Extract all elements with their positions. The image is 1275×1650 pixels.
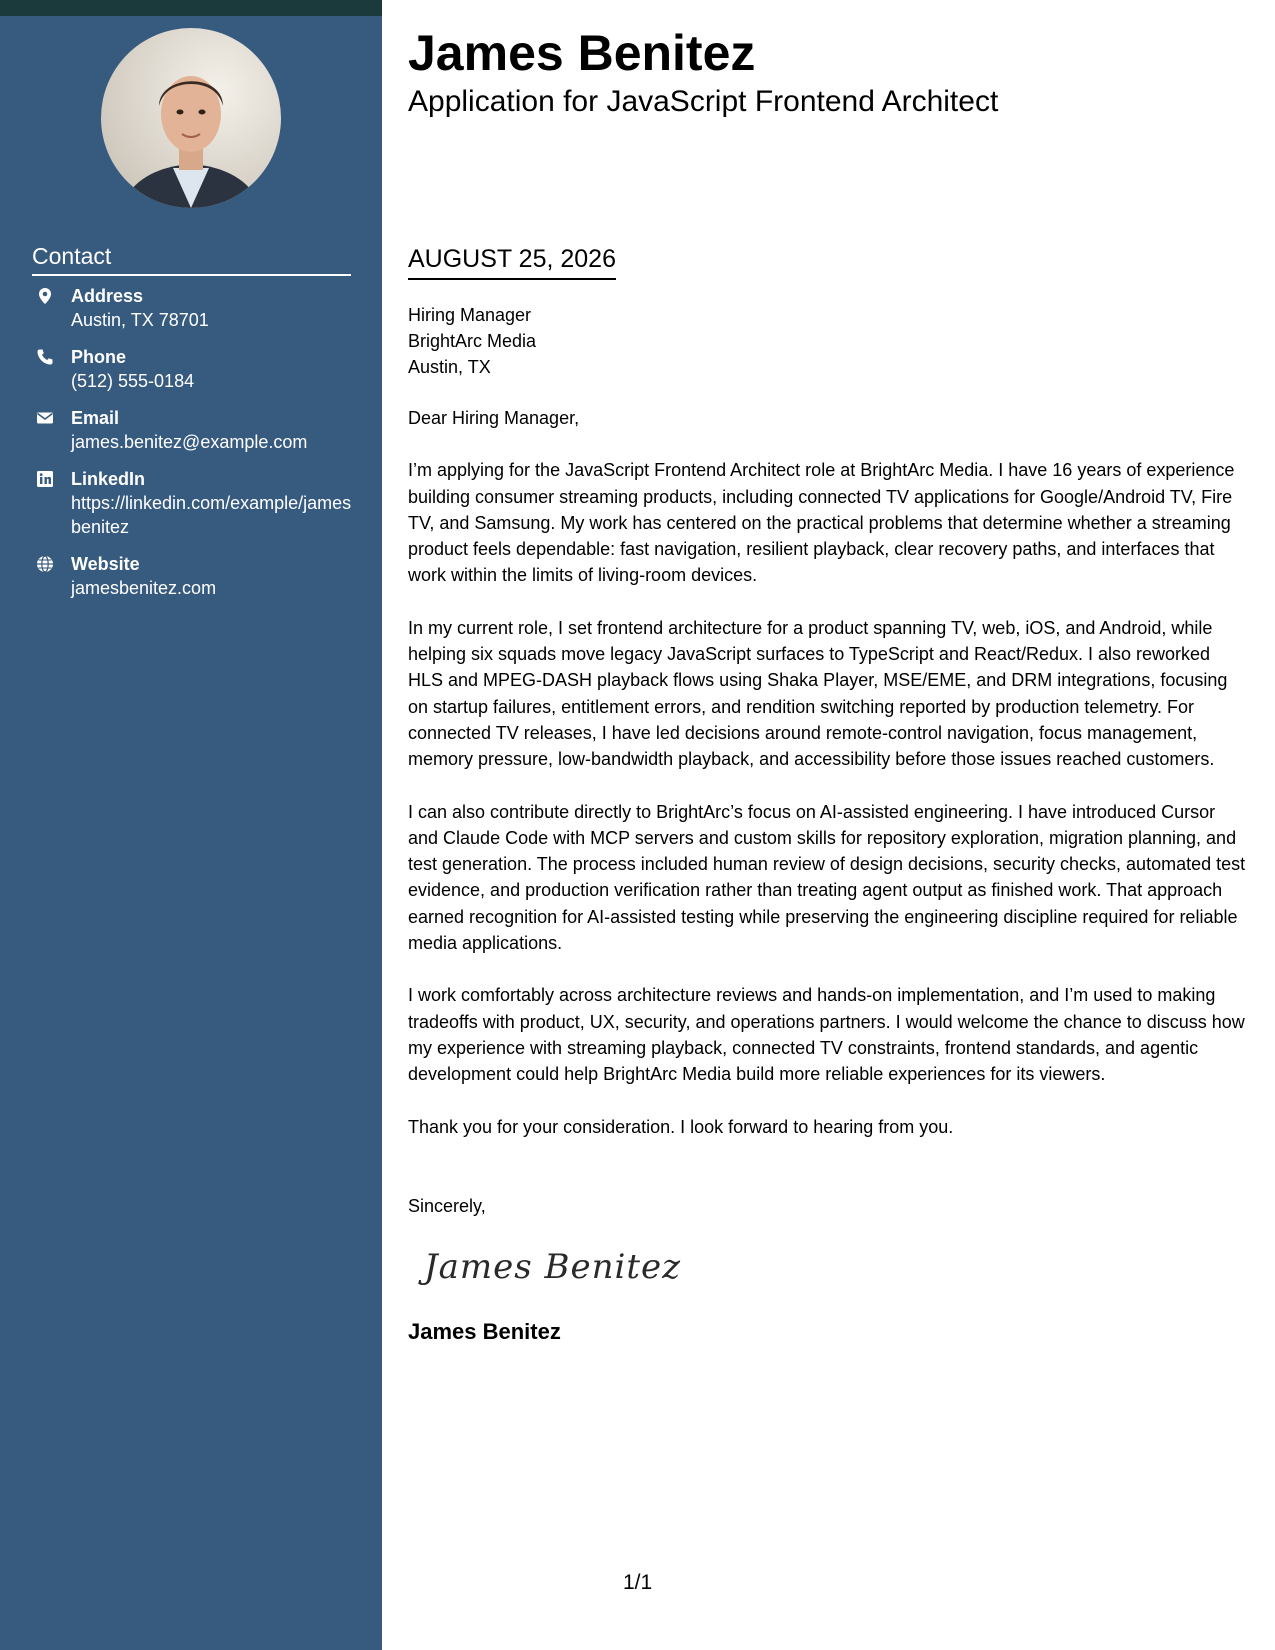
paragraph: I work comfortably across architecture reviews and hands-on implementation, and I’m used to making tradeoffs with product, UX, security, and operations partners. I would welcome the chance to discuss how my experience with streaming playback, connected TV constraints, frontend standards, and agentic development could help BrightArc Media build more reliable experiences for its viewers. <box>408 985 1245 1085</box>
linkedin-icon <box>36 470 54 488</box>
salutation: Dear Hiring Manager, <box>408 408 580 428</box>
contact-list <box>32 284 352 613</box>
contact-label: Website <box>71 554 140 574</box>
location-pin-icon <box>36 287 54 305</box>
contact-item-email <box>32 406 352 454</box>
letter-body <box>408 302 1248 1347</box>
contact-item-linkedin <box>32 467 352 539</box>
paragraph: I can also contribute directly to BrightArc’s focus on AI-assisted engineering. I have introduced Cursor and Claude Code with MCP servers and custom skills for repository exploration, migration planning, and test generation. The process included human review of design decisions, security checks, automated test evidence, and production verification rather than treating agent output as finished work. That approach earned recognition for AI-assisted testing while preserving the engineering discipline required for reliable media applications. <box>408 801 1246 954</box>
phone-value: (512) 555-0184 <box>71 371 195 391</box>
recipient-block <box>408 302 1248 380</box>
signer-name: James Benitez <box>408 1319 561 1345</box>
sidebar <box>0 16 382 1650</box>
contact-label: Email <box>71 408 120 428</box>
website-link[interactable]: jamesbenitez.com <box>71 578 217 598</box>
globe-icon <box>36 555 54 573</box>
address-value: Austin, TX 78701 <box>71 310 209 330</box>
avatar <box>101 28 281 208</box>
handwritten-signature: James Benitez <box>424 1247 682 1288</box>
phone-icon <box>36 348 54 366</box>
envelope-icon <box>36 409 54 427</box>
linkedin-link[interactable]: https://linkedin.com/example/jamesbenitez <box>71 493 352 537</box>
email-link[interactable]: james.benitez@example.com <box>71 432 308 452</box>
applicant-name: James Benitez <box>408 25 756 81</box>
contact-item-phone <box>32 345 352 393</box>
letter-date: AUGUST 25, 2026 <box>408 243 616 280</box>
paragraph: Thank you for your consideration. I look forward to hearing from you. <box>408 1116 954 1137</box>
contact-item-website <box>32 552 352 600</box>
paragraph: In my current role, I set frontend architecture for a product spanning TV, web, iOS, and Android, while helping six squads move legacy JavaScript surfaces to TypeScript and React/Redux. I also reworked HLS and MPEG-DASH playback flows using Shaka Player, MSE/EME, and DRM integrations, focusing on startup failures, entitlement errors, and rendition switching reported by production telemetry. For connected TV releases, I have led decisions around remote-control navigation, focus management, memory pressure, low-bandwidth playback, and accessibility before those issues reached customers. <box>408 617 1228 770</box>
paragraph: I’m applying for the JavaScript Frontend Architect role at BrightArc Media. I have 16 years of experience building consumer streaming products, including connected TV applications for Google/Android TV, Fire TV, and Samsung. My work has centered on the practical problems that determine whether a streaming product feels dependable: fast navigation, resilient playback, clear recovery paths, and interfaces that work within the limits of living-room devices. <box>408 460 1235 586</box>
closing: Sincerely, <box>408 1195 486 1216</box>
recipient-line: Austin, TX <box>408 357 491 377</box>
contact-label: Address <box>71 286 144 306</box>
recipient-line: Hiring Manager <box>408 305 532 325</box>
recipient-line: BrightArc Media <box>408 331 537 351</box>
contact-heading: Contact <box>32 242 351 276</box>
contact-item-address <box>32 284 352 332</box>
application-title: Application for JavaScript Frontend Architect <box>408 85 999 118</box>
top-accent-bar <box>0 0 382 16</box>
page-number: 1/1 <box>623 1571 653 1594</box>
contact-label: Phone <box>71 347 127 367</box>
contact-label: LinkedIn <box>71 469 146 489</box>
